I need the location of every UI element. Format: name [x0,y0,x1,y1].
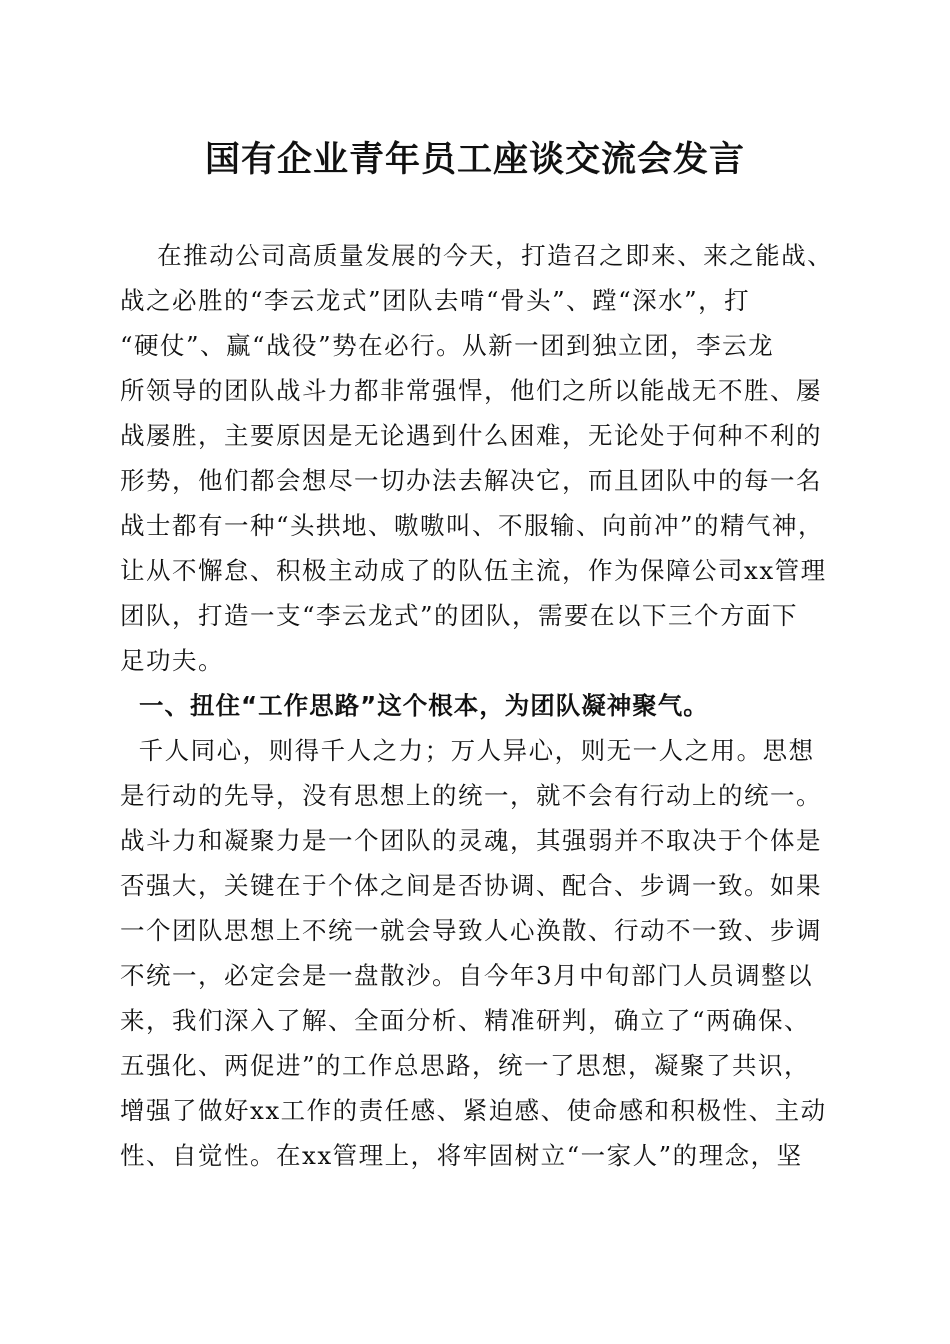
text-line: 让从不懈怠、积极主动成了的队伍主流，作为保障公司xx管理 [120,556,827,585]
document-title: 国有企业青年员工座谈交流会发言 [204,139,745,180]
text-line: 所领导的团队战斗力都非常强悍，他们之所以能战无不胜、屡 [120,376,822,405]
text-line: 形势，他们都会想尽一切办法去解决它，而且团队中的每一名 [120,466,822,495]
text-line: 在推动公司高质量发展的今天，打造召之即来、来之能战、 [120,241,834,270]
text-line: 增强了做好xx工作的责任感、紧迫感、使命感和积极性、主动 [120,1096,827,1125]
section-heading-text: 一、扭住“工作思路”这个根本，为团队凝神聚气。 [120,691,709,720]
text-line: 是行动的先导，没有思想上的统一，就不会有行动上的统一。 [120,781,822,810]
text-line: 足功夫。 [120,646,224,675]
text-line: 否强大，关键在于个体之间是否协调、配合、步调一致。如果 [120,871,822,900]
text-line: 千人同心，则得千人之力；万人异心，则无一人之用。思想 [120,736,815,765]
text-line: 不统一，必定会是一盘散沙。自今年3月中旬部门人员调整以 [120,961,814,990]
text-line: “硬仗”、赢“战役”势在必行。从新一团到独立团，李云龙 [120,331,775,360]
text-line: 来，我们深入了解、全面分析、精准研判，确立了“两确保、 [120,1006,811,1035]
text-line: 性、自觉性。在xx管理上，将牢固树立“一家人”的理念，坚 [120,1141,803,1170]
text-line: 战士都有一种“头拱地、嗷嗷叫、不服输、向前冲”的精气神， [120,511,825,540]
text-line: 战斗力和凝聚力是一个团队的灵魂，其强弱并不取决于个体是 [120,826,822,855]
text-line: 团队，打造一支“李云龙式”的团队，需要在以下三个方面下 [120,601,799,630]
section-paragraph [120,728,832,1178]
section-heading [120,683,832,728]
text-line: 一个团队思想上不统一就会导致人心涣散、行动不一致、步调 [120,916,822,945]
text-line: 五强化、两促进”的工作总思路，统一了思想，凝聚了共识， [120,1051,811,1080]
text-line: 战之必胜的“李云龙式”团队去啃“骨头”、蹚“深水”，打 [120,286,751,315]
intro-paragraph [120,233,832,683]
text-line: 战屡胜，主要原因是无论遇到什么困难，无论处于何种不利的 [120,421,822,450]
